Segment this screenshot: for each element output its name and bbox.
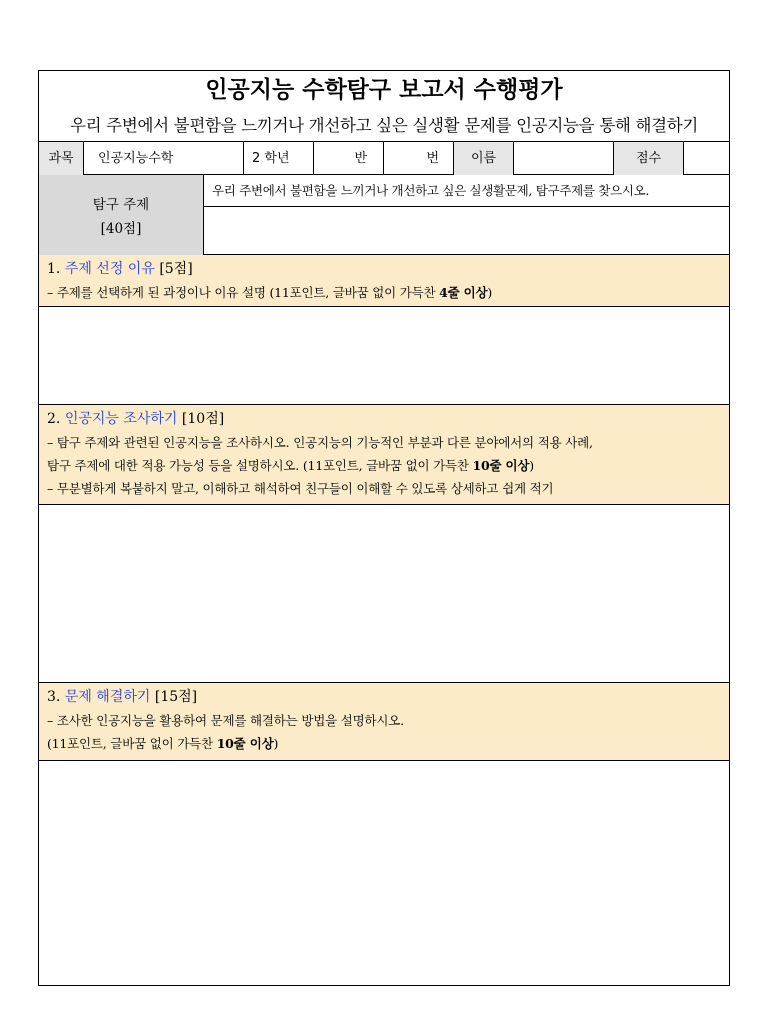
topic-label-text: 탐구 주제 xyxy=(92,197,150,213)
instruction-text: – 조사한 인공지능을 활용하여 문제를 해결하는 방법을 설명하시오. xyxy=(47,713,404,728)
section-2-title: 인공지능 조사하기 xyxy=(64,411,178,427)
subject-value: 인공지능수학 xyxy=(84,142,244,175)
section-2-heading xyxy=(47,405,729,431)
instruction-tail: ) xyxy=(487,285,493,300)
instruction-emphasis: 10줄 이상 xyxy=(472,458,530,473)
section-3-heading xyxy=(47,683,729,709)
section-1-answer-area[interactable] xyxy=(39,307,729,405)
instruction-emphasis: 10줄 이상 xyxy=(216,736,274,751)
topic-question: 우리 주변에서 불편함을 느끼거나 개선하고 싶은 실생활문제, 탐구주제를 찾으시오. xyxy=(204,175,729,207)
section-3-title: 문제 해결하기 xyxy=(64,689,151,705)
grade-field[interactable]: 2 학년 xyxy=(244,142,314,175)
instruction-emphasis: 4줄 이상 xyxy=(439,285,488,300)
section-2-points: [10점] xyxy=(181,411,225,427)
section-3-answer-area[interactable] xyxy=(39,761,729,985)
instruction-text: – 무분별하게 복붙하지 말고, 이해하고 해석하여 친구들이 이해할 수 있도록 상세하고 쉽게 적기 xyxy=(47,481,554,496)
instruction-text: – 탐구 주제와 관련된 인공지능을 조사하시오. 인공지능의 기능적인 부분과 다른 분야에서의 적용 사례, xyxy=(47,435,593,450)
class-field[interactable]: 반 xyxy=(314,142,384,175)
section-3-points: [15점] xyxy=(154,689,198,705)
topic-label xyxy=(39,175,204,255)
section-2-instruction-2 xyxy=(47,454,729,477)
score-label: 점수 xyxy=(614,142,684,175)
score-input[interactable] xyxy=(684,142,729,175)
instruction-text: (11포인트, 글바꿈 없이 가득찬 xyxy=(47,736,217,751)
section-2-answer-area[interactable] xyxy=(39,505,729,683)
number-field[interactable]: 번 xyxy=(384,142,454,175)
section-1-heading xyxy=(47,255,729,281)
report-sheet xyxy=(38,70,730,986)
section-1-instruction xyxy=(47,281,729,304)
name-label: 이름 xyxy=(454,142,514,175)
page-subtitle: 우리 주변에서 불편함을 느끼거나 개선하고 싶은 실생활 문제를 인공지능을 통해 해결하기 xyxy=(39,109,729,142)
page-title: 인공지능 수학탐구 보고서 수행평가 xyxy=(205,76,563,103)
section-1-number: 1. xyxy=(47,261,61,277)
subject-label: 과목 xyxy=(39,142,84,175)
instruction-text: 탐구 주제에 대한 적용 가능성 등을 설명하시오. (11포인트, 글바꿈 없이 가득찬 xyxy=(47,458,473,473)
section-1-points: [5점] xyxy=(159,261,193,277)
topic-row xyxy=(39,175,729,255)
section-2-header xyxy=(39,405,729,505)
section-3-number: 3. xyxy=(47,689,61,705)
instruction-tail: ) xyxy=(273,736,279,751)
section-3-header xyxy=(39,683,729,761)
section-2-instruction-1 xyxy=(47,431,729,454)
section-2-instruction-3 xyxy=(47,477,729,500)
topic-answer-field[interactable] xyxy=(204,207,729,254)
section-1-header xyxy=(39,255,729,307)
section-3-instruction-2 xyxy=(47,732,729,755)
topic-points: [40점] xyxy=(100,221,142,237)
instruction-text: – 주제를 선택하게 된 과정이나 이유 설명 (11포인트, 글바꿈 없이 가득찬 xyxy=(47,285,440,300)
name-input[interactable] xyxy=(514,142,614,175)
section-1-title: 주제 선정 이유 xyxy=(64,261,155,277)
student-info-row xyxy=(39,142,729,175)
instruction-tail: ) xyxy=(529,458,534,473)
section-2-number: 2. xyxy=(47,411,61,427)
section-3-instruction-1 xyxy=(47,709,729,732)
